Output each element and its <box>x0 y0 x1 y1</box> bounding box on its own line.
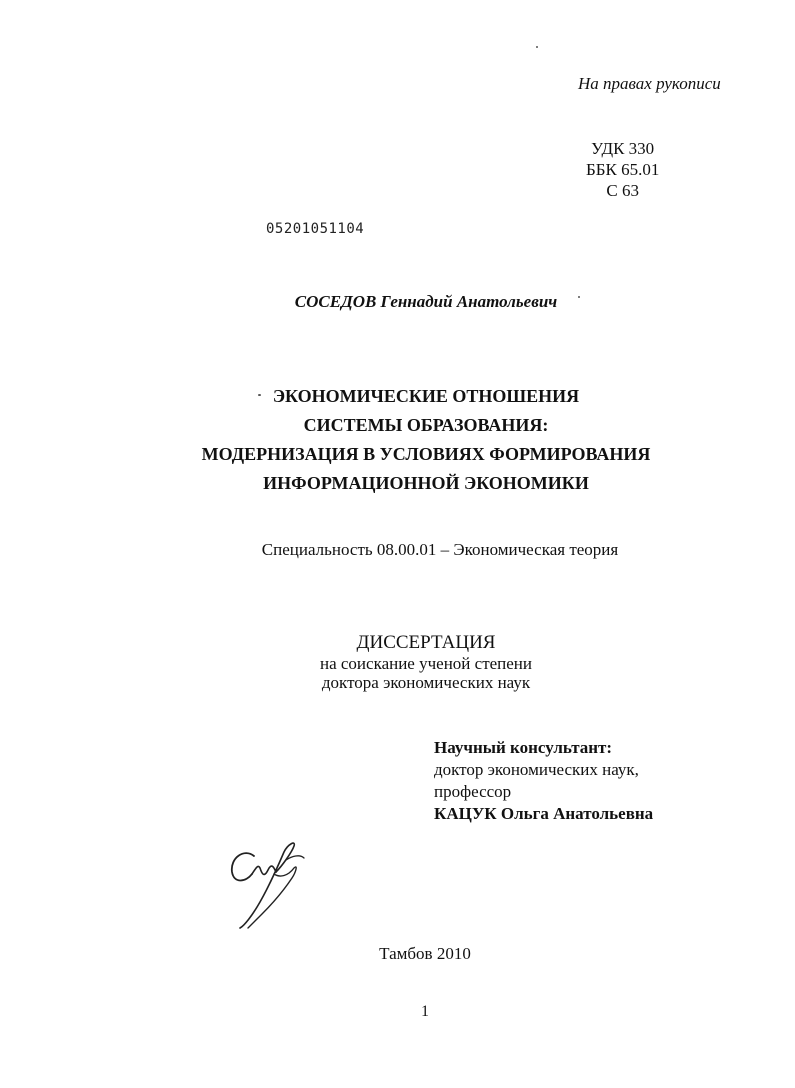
title-line: МОДЕРНИЗАЦИЯ В УСЛОВИЯХ ФОРМИРОВАНИЯ <box>201 444 651 464</box>
scan-speck <box>536 46 538 48</box>
classification-codes <box>586 138 659 201</box>
author-mark-code: С 63 <box>606 181 639 200</box>
scan-speck <box>258 394 261 396</box>
specialty-line: Специальность 08.00.01 – Экономическая теория <box>261 540 619 559</box>
scan-speck <box>578 296 580 298</box>
title-line: ЭКОНОМИЧЕСКИЕ ОТНОШЕНИЯ <box>272 386 580 406</box>
author-name: СОСЕДОВ Геннадий Анатольевич <box>294 292 558 311</box>
title-line: СИСТЕМЫ ОБРАЗОВАНИЯ: <box>303 415 549 435</box>
consultant-label: Научный консультант: <box>434 738 613 757</box>
title-line: ИНФОРМАЦИОННОЙ ЭКОНОМИКИ <box>263 473 589 493</box>
thesis-block <box>0 632 795 692</box>
thesis-degree: доктора экономических наук <box>321 673 531 692</box>
bbk-code: ББК 65.01 <box>586 160 660 179</box>
consultant-degree: доктор экономических наук, <box>434 760 639 779</box>
page-number: 1 <box>421 1003 429 1020</box>
thesis-kind: ДИССЕРТАЦИЯ <box>356 632 496 653</box>
archive-number: 05201051104 <box>266 221 365 237</box>
handwritten-signature <box>222 838 312 930</box>
consultant-block <box>434 737 653 825</box>
city-year: Тамбов 2010 <box>379 944 471 963</box>
thesis-purpose: на соискание ученой степени <box>319 654 533 673</box>
consultant-rank: профессор <box>434 782 512 801</box>
dissertation-title <box>0 382 795 498</box>
manuscript-rights-note: На правах рукописи <box>578 74 721 93</box>
udk-code: УДК 330 <box>591 139 655 158</box>
consultant-name: КАЦУК Ольга Анатольевна <box>434 804 654 823</box>
